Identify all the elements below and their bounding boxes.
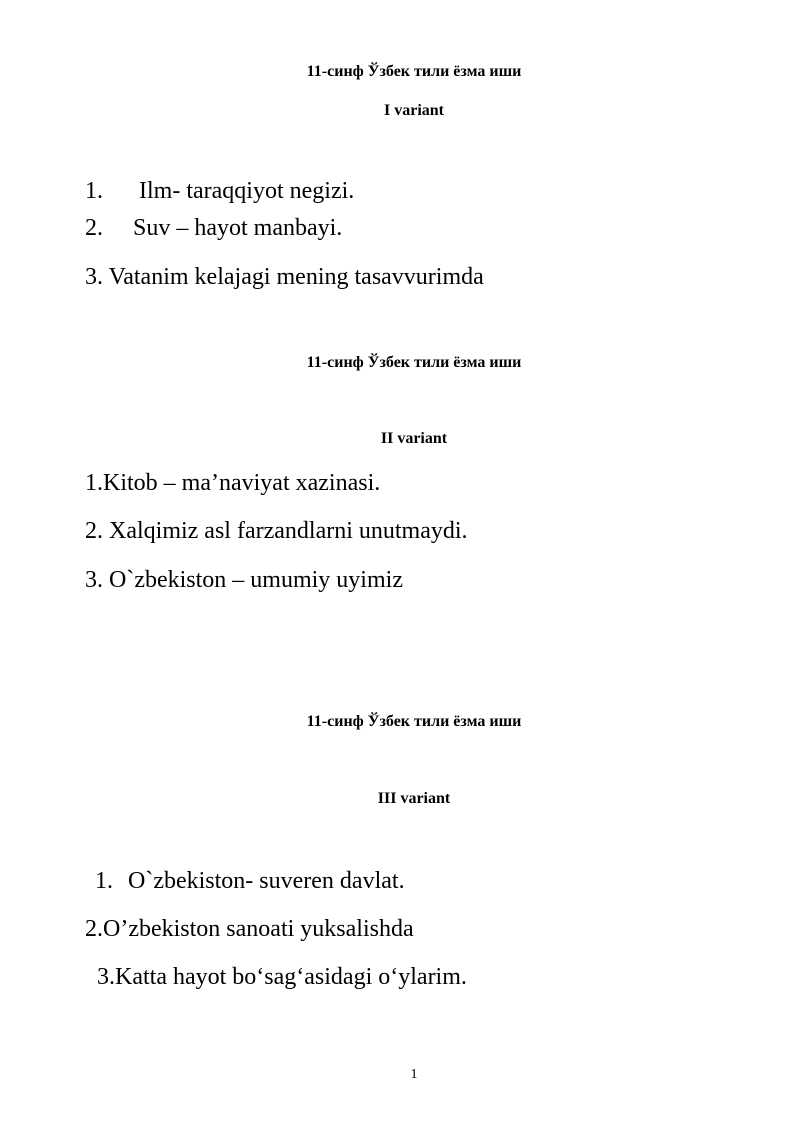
- section-3-item-3: [97, 962, 467, 992]
- page-number: 1: [410, 1067, 418, 1082]
- section-3-variant: III variant: [377, 790, 451, 807]
- item-text: Ilm- taraqqiyot negizi.: [139, 178, 355, 204]
- section-2-variant: II variant: [380, 430, 448, 447]
- item-text: 2. Xalqimiz asl farzandlarni unutmaydi.: [85, 518, 468, 544]
- item-number: 2.: [85, 215, 103, 241]
- item-text: O`zbekiston- suveren davlat.: [128, 868, 405, 894]
- section-3-heading: 11-синф Ўзбек тили ёзма иши: [306, 713, 522, 730]
- item-number: 1.: [85, 178, 103, 204]
- section-3-item-1: [95, 866, 405, 896]
- item-text: 3. O`zbekiston – umumiy uyimiz: [85, 567, 403, 593]
- section-1-item-2: [85, 213, 342, 243]
- item-number: 1.: [95, 868, 113, 894]
- item-text: 2.O’zbekiston sanoati yuksalishda: [85, 916, 414, 942]
- item-text: 1.Kitob – ma’naviyat xazinasi.: [85, 470, 381, 496]
- item-text: 3.Katta hayot bo‘sag‘asidagi o‘ylarim.: [97, 964, 467, 990]
- section-2-item-1: [85, 468, 380, 498]
- item-text: Suv – hayot manbayi.: [133, 215, 343, 241]
- section-2-item-2: [85, 516, 468, 546]
- section-1-heading: 11-синф Ўзбек тили ёзма иши: [306, 63, 522, 80]
- section-2-item-3: [85, 565, 403, 595]
- section-2-heading: 11-синф Ўзбек тили ёзма иши: [306, 354, 522, 371]
- section-1-item-3: [85, 262, 484, 292]
- item-text: 3. Vatanim kelajagi mening tasavvurimda: [85, 264, 484, 290]
- section-3-item-2: [85, 914, 414, 944]
- section-1-item-1: [85, 176, 354, 206]
- section-1-variant: I variant: [384, 102, 444, 119]
